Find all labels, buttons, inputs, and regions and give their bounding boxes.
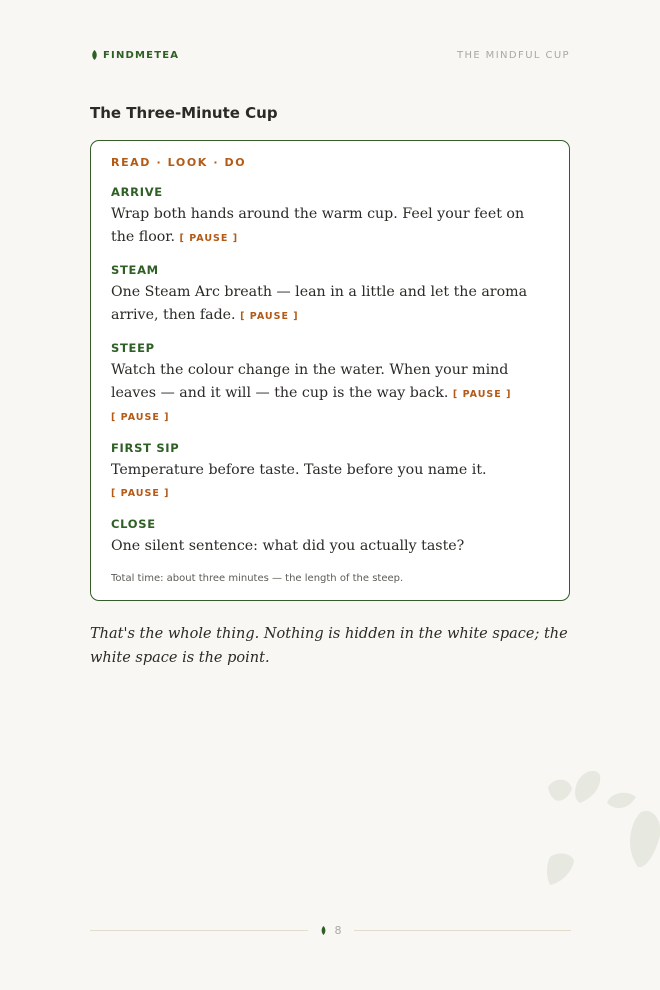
pause-marker: [ PAUSE ] <box>452 388 512 400</box>
step-text: Temperature before taste. Taste before you name it. <box>111 462 487 478</box>
step-text: One silent sentence: what did you actually taste? <box>111 537 465 554</box>
pause-marker: [ PAUSE ] <box>240 310 299 322</box>
page-number: 8 <box>334 923 342 937</box>
page-header <box>90 47 570 63</box>
step-body <box>111 281 549 328</box>
step-steam <box>111 263 549 328</box>
leaf-icon <box>320 921 327 940</box>
leaves-decoration <box>540 765 660 894</box>
page-footer <box>90 922 571 938</box>
step-close <box>111 517 549 558</box>
step-text: One Steam Arc breath — lean in a little and let the aroma arrive, then fade. <box>111 284 528 323</box>
step-heading: CLOSE <box>111 516 156 531</box>
step-heading: FIRST SIP <box>111 441 180 455</box>
pause-marker: [ PAUSE ] <box>111 487 170 499</box>
closing-paragraph: That's the whole thing. Nothing is hidden in the white space; the white space is the point. <box>90 626 568 666</box>
practice-card <box>90 140 570 601</box>
footer-rule-right <box>354 930 572 931</box>
step-steep <box>111 341 549 428</box>
step-heading: STEEP <box>111 341 155 355</box>
leaf-icon <box>90 49 99 61</box>
footer-rule-left <box>90 930 308 931</box>
step-heading: STEAM <box>111 263 159 277</box>
step-text: Watch the colour change in the water. When your mind leaves — and it will — the cup is the way back. <box>111 362 509 401</box>
step-body <box>111 359 549 428</box>
step-body <box>111 535 549 558</box>
step-text: Wrap both hands around the warm cup. Feel your feet on the floor. <box>111 206 525 245</box>
brand-name: FINDMETEA <box>103 49 180 61</box>
card-eyebrow: READ · LOOK · DO <box>111 156 247 169</box>
page-title: The Three-Minute Cup <box>90 104 278 122</box>
step-heading: ARRIVE <box>111 185 163 199</box>
step-body <box>111 203 549 250</box>
running-head: THE MINDFUL CUP <box>456 49 570 61</box>
pause-marker: [ PAUSE ] <box>179 232 239 244</box>
pause-marker: [ PAUSE ] <box>111 412 170 423</box>
brand <box>90 49 179 61</box>
step-body <box>111 459 549 504</box>
card-footnote: Total time: about three minutes — the length of the steep. <box>111 573 404 584</box>
step-first-sip <box>111 441 549 504</box>
step-arrive <box>111 185 549 250</box>
